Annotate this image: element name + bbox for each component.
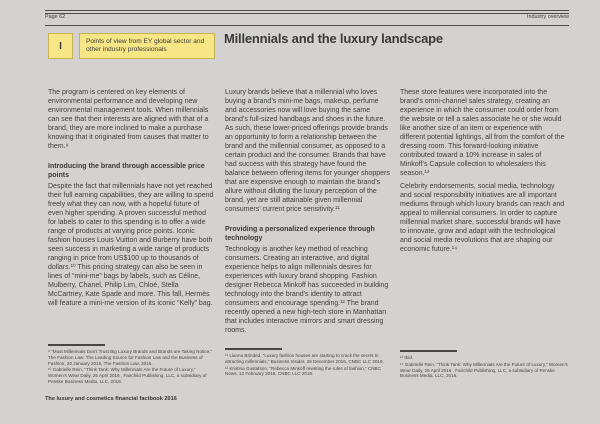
section-heading: Introducing the brand through accessible price points bbox=[48, 163, 205, 179]
footnotes-block bbox=[48, 344, 215, 386]
footnote: ⁹ “Most Millennials Don’t Trust Big Luxury Brands and Brands are Taking Notice,” The Fashion Law: The Leading Source for Fashion Law and the Business of Fashion, 20 January 2016, The Fashion Law, 2016. bbox=[48, 349, 213, 366]
paragraph: Celebrity endorsements, social media, technology and social responsibility initiatives are all important mediums through which luxury brands can reach and appeal to millennial consumers. In order to capture millennial market share, successful brands will have to innovate, grow and adapt with the technological and social media revolutions that are shaping our economic future.¹⁴ bbox=[400, 183, 565, 253]
section-heading: Providing a personalized experience through technology bbox=[225, 226, 375, 242]
footnote: ¹² Kristina Gustafson, “Rebecca Minkoff rewriting the rules of fashion,” CNBC News, 12 February 2016, CNBC LLC 2016. bbox=[225, 365, 381, 377]
column-3 bbox=[400, 88, 568, 379]
footnote-rule bbox=[225, 348, 282, 350]
column-1 bbox=[48, 88, 215, 384]
banner-label: Points of view from EY global sector and other industry professionals bbox=[86, 38, 205, 53]
footnote: ¹⁴ Gabrielle Rein, “Think Tank: Why Millennials Are the Future of Luxury,” Women’s Wear Daily, 25 April 2016 , Fairchild Publishing, LLC, a subsidiary of Penske Business Media, LLC, 2016. bbox=[400, 361, 568, 379]
footnote: ¹³ Ibid. bbox=[400, 355, 414, 360]
footnotes-block bbox=[225, 348, 392, 378]
paragraph: Luxury brands believe that a millennial who loves buying a brand’s mini-me bags, makeup, perfume and accessories now will love buying the same brand’s full-sized handbags and shoes in the future. As such, these lower-priced offerings provide brands an opportunity to form a relationship between the brand and the millennial consumer, as opposed to a certain product and the consumer. Brands that have had success with this strategy have found the balance between offering items for younger shoppers that are expensive enough to maintain the brand’s allure without diluting the luxury perception of the brand, yet are still attainable given millennial consumers’ current price sensitivity.¹¹ bbox=[225, 89, 390, 213]
page-number: Page 62 bbox=[45, 14, 66, 20]
banner-label-box bbox=[79, 33, 215, 59]
banner-numeral: I bbox=[59, 40, 62, 52]
banner-numeral-badge bbox=[48, 33, 73, 59]
footnote-rule bbox=[400, 350, 457, 352]
page-title: Millennials and the luxury landscape bbox=[224, 31, 443, 46]
header-bottom-rule bbox=[45, 25, 569, 26]
paragraph: The program is centered on key elements of environmental performance and developing new environmental management tools. When millennials can see that their interests are aligned with that of a brand, they are more inclined to make a purchase knowing that it originated from causes that matter to them.⁹ bbox=[48, 89, 209, 150]
footnote-rule bbox=[48, 344, 105, 346]
footnote: ¹¹ Lianna Brinded, “Luxury fashion houses are starting to crack the secret to attracting millennials,” Business Insider, 26 December 2016, CNBC LLC 2016. bbox=[225, 353, 384, 364]
paragraph: Technology is another key method of reaching consumers. Creating an interactive, and digital experience helps to align millennials desires for experiences with luxury brand shopping. Fashion designer Rebecca Minkoff has succeeded in building technology into the brand’s identity to attract consumers and encourage spending.¹² The brand recently opened a new high-tech store in Manhattan that includes interactive mirrors and smart dressing rooms. bbox=[225, 246, 389, 334]
paragraph: Despite the fact that millennials have not yet reached their full earning capabilities, they are willing to spend freely what they can now, with a hopeful future of even higher spending. A proven successful method for labels to cater to this spending is to offer a wide range of products at varying price points. Iconic fashion houses Louis Vuitton and Burberry have both seen success in marketing a wide range of products ranging in price from US$100 up to thousands of dollars.¹⁰ This pricing strategy can also be seen in lines of “mini-me” bags by labels, such as Céline, Mulberry, Chanel, Philip Lim, Chloé, Stella McCartney, Kate Spade and more. This fall, Hermès will feature a mini-me version of its iconic “Kelly” bag. bbox=[48, 183, 214, 307]
paragraph: These store features were incorporated into the brand’s omni-channel sales strategy, creating an experience in which the consumer could order from the website or tell a sales associate he or she would like another size of an item or experience with different potential lightings, all from the comfort of the dressing room. This forward-looking initiative contributed toward a 10% increase in sales of Minkoff’s Capsule collection to wholesalers this season.¹³ bbox=[400, 89, 565, 177]
header-top-rule bbox=[45, 10, 569, 14]
column-2 bbox=[225, 88, 392, 377]
page-footer: The luxury and cosmetics financial factbook 2016 bbox=[45, 396, 177, 402]
footnote: ¹⁰ Gabrielle Rein, “Think Tank: Why Millennials Are the Future of Luxury,” Women’s Wear Daily, 25 April 2016 , Fairchild Publishing, LLC, a subsidiary of Penske Business Media, LLC, 2016. bbox=[48, 367, 207, 384]
section-label: Industry overview bbox=[527, 14, 569, 20]
footnotes-block bbox=[400, 350, 568, 380]
